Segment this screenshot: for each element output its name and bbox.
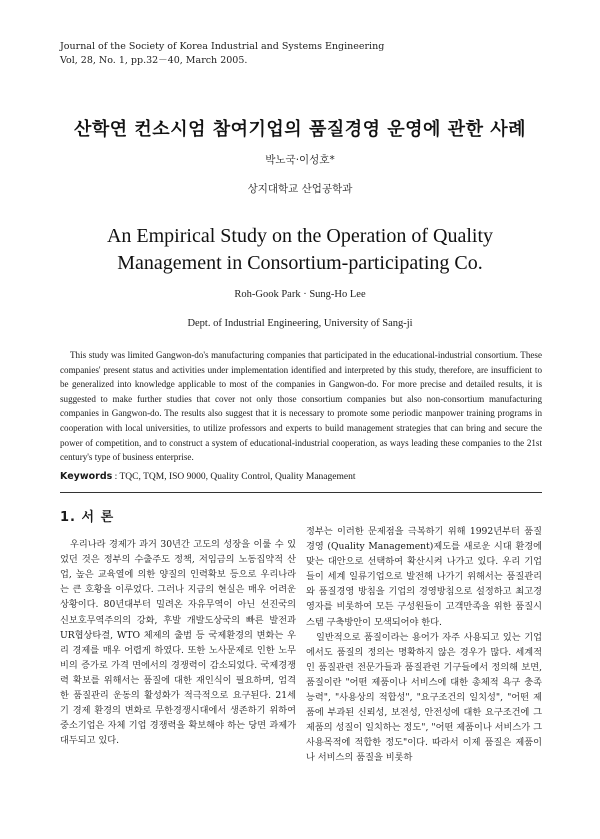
english-title-line2: Management in Consortium-participating Co. (117, 252, 483, 274)
journal-name: Journal of the Society of Korea Industrial and Systems Engineering (60, 41, 385, 52)
body-paragraph: 일반적으로 품질이라는 용어가 자주 사용되고 있는 기업에서도 품질의 정의는 명확하지 않은 경우가 많다. 세계적인 품질관련 전문가들과 품질관련 기구들에서 정의해 보면, 품질이란 "어떤 제품이나 서비스에 대한 총체적 욕구 충족 능력", "사용상의 적합성", "요구조건의 일치성", "어떤 제품에 부과된 신뢰성, 보전성, 안전성에 대한 요구조건에 그 제품의 성질이 일치하는 정도", "어떤 제품이나 서비스가 그 사용목적에 적합한 정도"이다. 따라서 이제 품질은 제품이나 서비스의 품질을 비롯하 (306, 631, 542, 764)
section-divider (60, 492, 542, 493)
korean-authors: 박노국·이성호* (265, 154, 335, 166)
left-column (60, 510, 296, 748)
section-heading: 1. 서 론 (60, 510, 115, 525)
keywords-text: : TQC, TQM, ISO 9000, Quality Control, Quality Management (114, 472, 356, 482)
english-authors: Roh-Gook Park · Sung-Ho Lee (234, 289, 366, 300)
korean-affiliation: 상지대학교 산업공학과 (247, 183, 353, 195)
english-title (0, 223, 600, 277)
korean-title: 산학연 컨소시엄 참여기업의 품질경영 운영에 관한 사례 (73, 119, 527, 140)
body-paragraph: 정부는 이러한 문제점을 극복하기 위해 1992년부터 품질경영 (Quality Management)제도를 새로운 시대 환경에 맞는 대안으로 선택하여 확산시켜 나가고 있다. 우리 기업들이 세계 일류기업으로 발전해 나가기 위해서는 품질관리와 품질경영 방침을 기업의 경영방침으로 설정하고 최고경영자를 비롯하여 모든 구성원들이 고객만족을 위한 품질시스템 구축방안이 모색되어야 한다. (306, 526, 542, 628)
journal-volume: Vol, 28, No. 1, pp.32－40, March 2005. (60, 55, 248, 66)
right-column (306, 524, 542, 766)
body-paragraph: 우리나라 경제가 과거 30년간 고도의 성장을 이룰 수 있었던 것은 정부의 수출주도 정책, 저임금의 노동집약적 산업, 높은 교육열에 의한 양질의 인력확보 등으로 우리나라는 큰 호황을 이루었다. 그러나 지금의 현실은 매우 어려운 상황이다. 80년대부터 밀려온 자유무역이 아닌 선진국의 신보호무역주의의 강화, 후발 개발도상국의 빠른 발전과 UR협상타결, WTO 체제의 출범 등 국제환경의 변화는 우리 경제를 매우 어렵게 하였다. 또한 노사문제로 인한 노무비의 증가로 가격 면에서의 경쟁력이 감소되었다. 국제경쟁력 확보를 위해서는 품질에 대한 재인식이 필요하며, 엄격한 품질관리 운동의 활성화가 적극적으로 요구된다. 21세기 경제 환경의 변화로 무한경쟁시대에서 생존하기 위하여 중소기업은 자체 기업 경쟁력을 확보해야 하는 당면 과제가 대두되고 있다. (60, 539, 296, 747)
english-affiliation: Dept. of Industrial Engineering, University of Sang-ji (187, 318, 413, 329)
keywords-label: Keywords (60, 471, 113, 482)
keywords (60, 471, 542, 482)
journal-header (60, 40, 384, 68)
abstract: This study was limited Gangwon-do's manufacturing companies that participated in the educational-industrial consortium. These companies' present status and activities under implementation identified and interpreted by this study, therefore, are insufficient to be generalized into knowledge applicable to most of the companies in Gangwon-do. For more precise and detailed results, it is suggested to make further studies that cover not only those consortium companies but also non-consortium manufacturing companies in Gangwon-do. The results also suggest that it is necessary to promote some periodic manpower training programs in cooperation with local universities, to utilize professors and experts to build management strategies that can bring and secure the power of competition, and to construct a system of educational-industrial cooperation, as ways leading these companies to the 21st century's type of business enterprise. (60, 350, 542, 463)
english-title-line1: An Empirical Study on the Operation of Quality (106, 225, 494, 247)
